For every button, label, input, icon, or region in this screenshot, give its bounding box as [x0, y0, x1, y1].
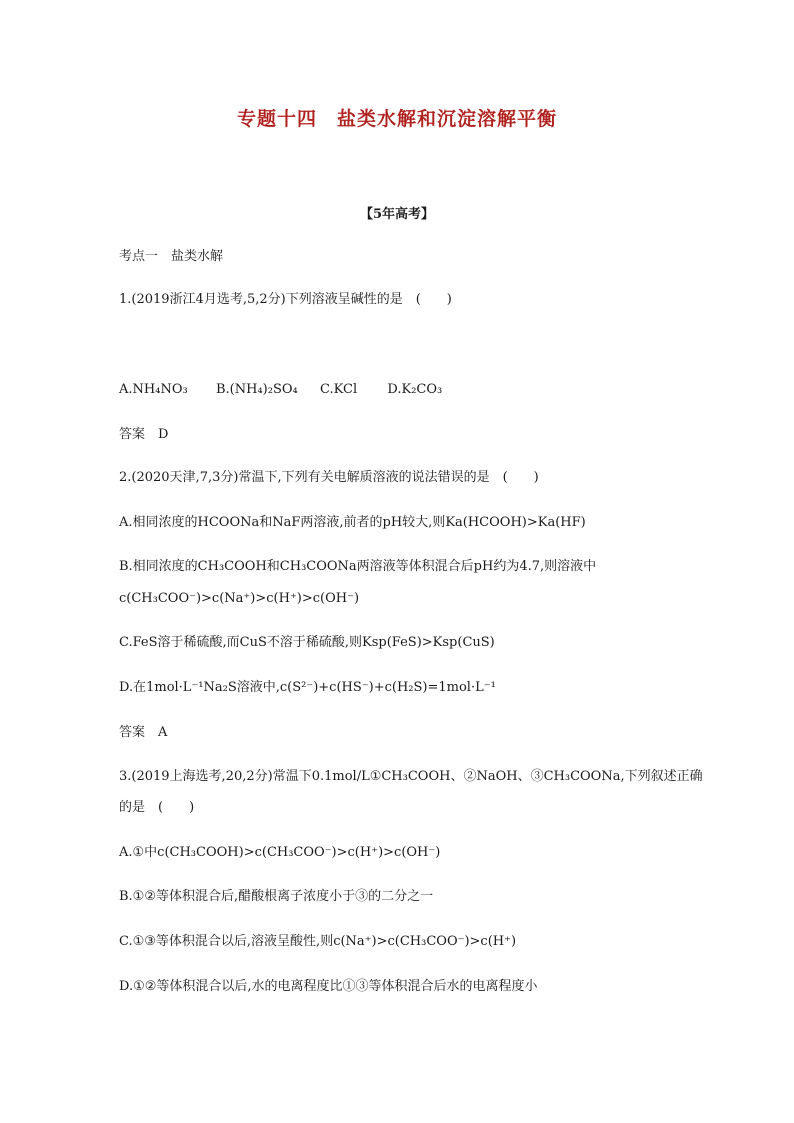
q2-option-b-line1: B.相同浓度的CH₃COOH和CH₃COONa两溶液等体积混合后pH约为4.7,则溶液中 — [119, 559, 597, 574]
q2-stem: 2.(2020天津,7,3分)常温下,下列有关电解质溶液的说法错误的是 ( ) — [119, 470, 539, 485]
q2-option-a: A.相同浓度的HCOONa和NaF两溶液,前者的pH较大,则Ka(HCOOH)>Ka(HF) — [119, 515, 586, 530]
q3-stem-line2: 的是 ( ) — [119, 800, 195, 815]
page-title: 专题十四 盐类水解和沉淀溶解平衡 — [236, 108, 557, 130]
topic-heading: 考点一 盐类水解 — [119, 249, 224, 264]
section-heading: 【5年高考】 — [359, 207, 435, 222]
q3-option-c: C.①③等体积混合以后,溶液呈酸性,则c(Na⁺)>c(CH₃COO⁻)>c(H⁺) — [119, 934, 517, 949]
q2-answer: 答案 A — [119, 725, 168, 740]
q1-option-b: B.(NH₄)₂SO₄ — [215, 382, 298, 397]
q2-option-c: C.FeS溶于稀硫酸,而CuS不溶于稀硫酸,则Ksp(FeS)>Ksp(CuS) — [119, 635, 495, 650]
q1-stem: 1.(2019浙江4月选考,5,2分)下列溶液呈碱性的是 ( ) — [119, 292, 452, 307]
q1-options — [119, 381, 442, 399]
q3-option-d: D.①②等体积混合以后,水的电离程度比①③等体积混合后水的电离程度小 — [119, 979, 538, 994]
q1-answer: 答案 D — [119, 427, 169, 442]
q1-option-c: C.KCl — [320, 382, 358, 397]
q3-option-b: B.①②等体积混合后,醋酸根离子浓度小于③的二分之一 — [119, 889, 434, 904]
q2-option-b-line2: c(CH₃COO⁻)>c(Na⁺)>c(H⁺)>c(OH⁻) — [119, 591, 360, 606]
q1-option-a: A.NH₄NO₃ — [119, 382, 188, 397]
q3-option-a: A.①中c(CH₃COOH)>c(CH₃COO⁻)>c(H⁺)>c(OH⁻) — [119, 845, 441, 860]
q3-stem-line1: 3.(2019上海选考,20,2分)常温下0.1mol/L①CH₃COOH、②NaOH、③CH₃COONa,下列叙述正确 — [119, 769, 703, 784]
q1-option-d: D.K₂CO₃ — [387, 382, 443, 397]
q2-option-d: D.在1mol·L⁻¹Na₂S溶液中,c(S²⁻)+c(HS⁻)+c(H₂S)=1mol·L⁻¹ — [119, 680, 496, 695]
